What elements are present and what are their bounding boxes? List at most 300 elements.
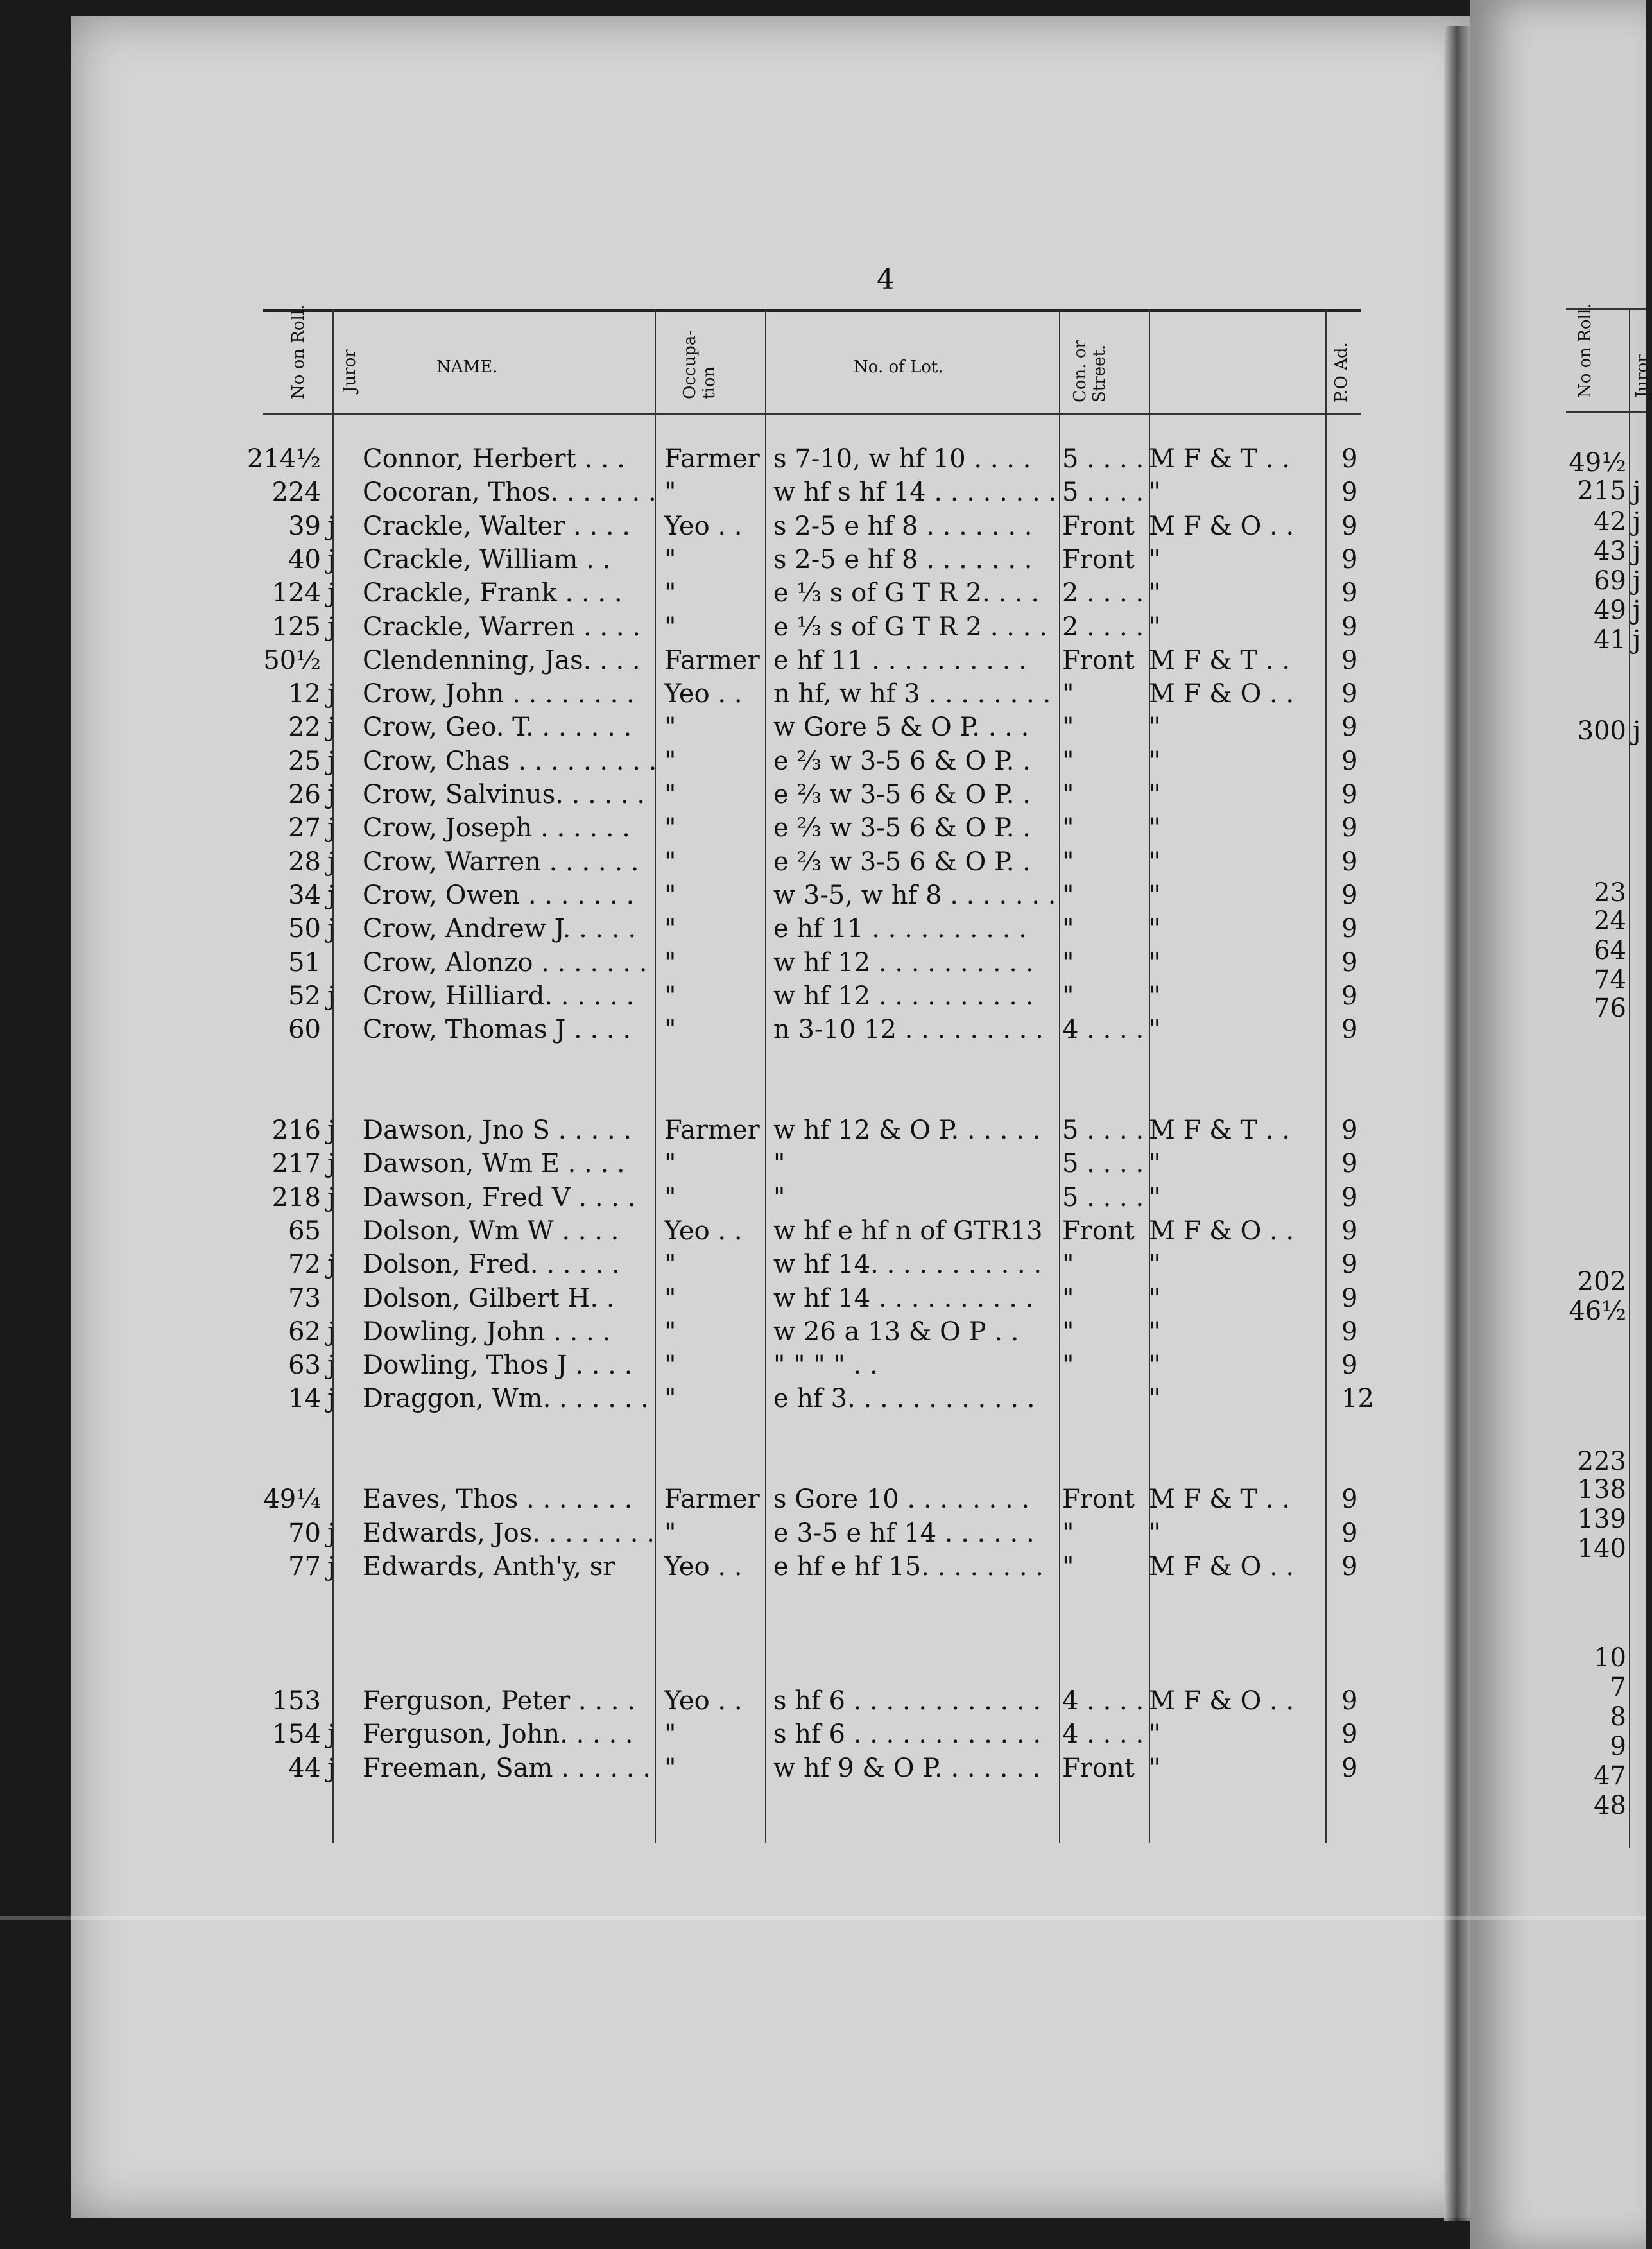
juror-mark: j <box>327 1116 336 1145</box>
post-mark: M F & O . . <box>1149 1686 1295 1716</box>
table-row <box>263 1015 1361 1048</box>
concession: " <box>1062 847 1074 877</box>
roll-number: 12 <box>288 679 321 709</box>
po-address: 9 <box>1341 1216 1358 1246</box>
occupation: Farmer <box>664 1485 760 1515</box>
lot-number: w hf e hf n of GTR13 <box>773 1216 1043 1246</box>
juror-mark: j <box>327 679 336 709</box>
occupation: " <box>664 1250 676 1280</box>
po-address: 9 <box>1341 1485 1358 1515</box>
voter-name: Connor, Herbert . . . <box>363 444 625 474</box>
right-roll-number: 138 <box>1577 1475 1626 1504</box>
table-row <box>263 847 1361 881</box>
lot-number: w 3-5, w hf 8 . . . . . . . <box>773 880 1056 910</box>
post-mark: " <box>1149 544 1161 574</box>
concession: " <box>1062 1350 1074 1381</box>
right-roll-number: 10 <box>1594 1643 1626 1673</box>
lot-number: w hf 9 & O P. . . . . . . <box>773 1753 1041 1783</box>
table-row <box>263 1284 1361 1317</box>
roll-number: 50 <box>288 914 321 944</box>
roll-number: 52 <box>288 981 321 1011</box>
lot-number: e ⅔ w 3-5 6 & O P. . <box>773 746 1031 776</box>
right-roll-number: 24 <box>1594 906 1626 936</box>
occupation: Farmer <box>664 645 760 675</box>
roll-number: 72 <box>288 1250 321 1280</box>
header-lot: No. of Lot. <box>854 358 943 377</box>
po-address: 9 <box>1341 1116 1358 1145</box>
table-row <box>263 780 1361 813</box>
right-juror-mark: j <box>1633 566 1641 596</box>
post-mark: " <box>1149 947 1161 978</box>
table-row <box>263 1686 1361 1719</box>
table-row <box>246 444 1361 478</box>
occupation: " <box>664 914 676 944</box>
occupation: " <box>664 544 676 574</box>
post-mark: M F & T . . <box>1149 645 1290 675</box>
po-address: 9 <box>1341 1250 1358 1280</box>
po-address: 9 <box>1341 1350 1358 1381</box>
concession: " <box>1062 1551 1074 1581</box>
voter-name: Dolson, Gilbert H. . <box>363 1283 615 1313</box>
page-number: 4 <box>877 263 895 296</box>
roll-number: 62 <box>288 1316 321 1347</box>
roll-number: 51 <box>288 947 321 978</box>
occupation: " <box>664 746 676 776</box>
voter-name: Edwards, Jos. . . . . . . . <box>363 1518 655 1548</box>
post-mark: " <box>1149 712 1161 743</box>
juror-mark: j <box>327 1384 336 1414</box>
po-address: 9 <box>1341 1149 1358 1179</box>
voter-name: Crow, Thomas J . . . . <box>363 1015 632 1045</box>
juror-mark: j <box>327 1350 336 1381</box>
table-row <box>263 1149 1361 1182</box>
post-mark: " <box>1149 1316 1161 1347</box>
right-roll-number: 42 <box>1594 507 1626 537</box>
voter-name: Dawson, Wm E . . . . <box>363 1149 625 1179</box>
post-mark: " <box>1149 478 1161 508</box>
juror-mark: j <box>327 1518 336 1548</box>
po-address: 9 <box>1341 478 1358 508</box>
concession: " <box>1062 813 1074 843</box>
lot-number: e 3-5 e hf 14 . . . . . . <box>773 1518 1035 1548</box>
right-juror-mark: j <box>1633 716 1641 746</box>
po-address: 9 <box>1341 1316 1358 1347</box>
concession: " <box>1062 746 1074 776</box>
voter-name: Ferguson, John. . . . . <box>363 1719 633 1750</box>
lot-number: s 2-5 e hf 8 . . . . . . . <box>773 511 1033 541</box>
table-row <box>263 1048 1361 1081</box>
right-roll-number: 215 <box>1577 476 1626 506</box>
table-row <box>263 1216 1361 1250</box>
table-row <box>263 981 1361 1015</box>
concession: " <box>1062 914 1074 944</box>
voter-name: Freeman, Sam . . . . . . <box>363 1753 651 1783</box>
juror-mark: j <box>327 1753 336 1783</box>
roll-number: 26 <box>288 780 321 809</box>
scan-artifact-line <box>0 1916 1646 1920</box>
post-mark: " <box>1149 1149 1161 1179</box>
table-row <box>263 1619 1361 1653</box>
table-row <box>263 881 1361 914</box>
voter-name: Dawson, Fred V . . . . <box>363 1182 636 1212</box>
right-roll-number: 9 <box>1610 1732 1626 1761</box>
right-juror-mark: j <box>1633 537 1641 566</box>
concession: Front <box>1062 511 1135 541</box>
voter-name: Dowling, John . . . . <box>363 1316 611 1347</box>
voter-name: Cocoran, Thos. . . . . . . <box>363 478 657 508</box>
po-address: 12 <box>1341 1384 1374 1414</box>
concession: " <box>1062 1518 1074 1548</box>
table-row <box>263 1519 1361 1552</box>
occupation: Yeo . . <box>664 511 743 541</box>
post-mark: " <box>1149 813 1161 843</box>
voter-name: Dolson, Wm W . . . . <box>363 1216 619 1246</box>
right-juror-mark: j <box>1633 476 1641 506</box>
roll-number: 50½ <box>263 645 321 675</box>
lot-number: w hf 12 & O P. . . . . . <box>773 1116 1041 1145</box>
po-address: 9 <box>1341 1551 1358 1581</box>
occupation: Farmer <box>664 444 760 474</box>
right-roll-number: 69 <box>1594 566 1626 596</box>
occupation: " <box>664 780 676 809</box>
voter-name: Crow, Hilliard. . . . . . <box>363 981 635 1011</box>
concession: " <box>1062 780 1074 809</box>
right-roll-number: 43 <box>1594 537 1626 566</box>
concession: 4 . . . . <box>1062 1686 1144 1716</box>
table-row <box>263 1754 1361 1787</box>
lot-number: e ⅔ w 3-5 6 & O P. . <box>773 847 1031 877</box>
roll-number: 153 <box>271 1686 321 1716</box>
header-name: NAME. <box>436 358 498 377</box>
table-row <box>263 1384 1374 1417</box>
table-row <box>263 1350 1361 1384</box>
voter-name: Crow, Alonzo . . . . . . . <box>363 947 648 978</box>
roll-number: 60 <box>288 1015 321 1045</box>
voter-name: Clendenning, Jas. . . . <box>363 645 641 675</box>
post-mark: " <box>1149 1384 1161 1414</box>
occupation: " <box>664 880 676 910</box>
roll-number: 25 <box>288 746 321 776</box>
table-row <box>263 1250 1361 1283</box>
right-roll-number: 49 <box>1594 596 1626 625</box>
right-roll-number: 140 <box>1577 1534 1626 1564</box>
roll-number: 39 <box>288 511 321 541</box>
right-roll-number: 76 <box>1594 994 1626 1023</box>
voter-name: Crow, Warren . . . . . . <box>363 847 639 877</box>
po-address: 9 <box>1341 914 1358 944</box>
roll-number: 27 <box>288 813 321 843</box>
concession: 2 . . . . <box>1062 612 1144 642</box>
table-row <box>263 1418 1361 1451</box>
occupation: " <box>664 813 676 843</box>
lot-number: w hf s hf 14 . . . . . . . . <box>773 478 1057 508</box>
post-mark: " <box>1149 1283 1161 1313</box>
roll-number: 214½ <box>246 444 321 474</box>
voter-name: Crow, Andrew J. . . . . <box>363 914 637 944</box>
po-address: 9 <box>1341 947 1358 978</box>
lot-number: w hf 12 . . . . . . . . . . <box>773 981 1034 1011</box>
lot-number: w hf 14. . . . . . . . . . . <box>773 1250 1042 1280</box>
po-address: 9 <box>1341 1686 1358 1716</box>
table-row <box>263 578 1361 612</box>
occupation: " <box>664 1316 676 1347</box>
roll-number: 224 <box>271 478 321 508</box>
po-address: 9 <box>1341 1283 1358 1313</box>
juror-mark: j <box>327 1250 336 1280</box>
table-row <box>263 679 1361 712</box>
roll-number: 63 <box>288 1350 321 1381</box>
lot-number: s Gore 10 . . . . . . . . <box>773 1485 1030 1515</box>
post-mark: " <box>1149 612 1161 642</box>
post-mark: " <box>1149 1753 1161 1783</box>
lot-number: w hf 14 . . . . . . . . . . <box>773 1283 1034 1313</box>
table-row <box>263 948 1361 981</box>
roll-number: 70 <box>288 1518 321 1548</box>
concession: 4 . . . . <box>1062 1719 1144 1750</box>
occupation: " <box>664 712 676 743</box>
right-roll-number: 47 <box>1594 1761 1626 1791</box>
concession: " <box>1062 947 1074 978</box>
table-row <box>263 1317 1361 1350</box>
roll-number: 216 <box>271 1116 321 1145</box>
header-po: P.O Ad. <box>1332 342 1351 402</box>
post-mark: " <box>1149 1719 1161 1750</box>
table-row <box>263 914 1361 947</box>
po-address: 9 <box>1341 1015 1358 1045</box>
lot-number: w hf 12 . . . . . . . . . . <box>773 947 1034 978</box>
lot-number: s 2-5 e hf 8 . . . . . . . <box>773 544 1033 574</box>
table-row <box>263 1116 1361 1149</box>
juror-mark: j <box>327 780 336 809</box>
post-mark: " <box>1149 1350 1161 1381</box>
occupation: " <box>664 1753 676 1783</box>
occupation: " <box>664 612 676 642</box>
roll-number: 40 <box>288 544 321 574</box>
right-roll-number: 64 <box>1594 936 1626 965</box>
juror-mark: j <box>327 1149 336 1179</box>
table-row <box>263 478 1361 511</box>
lot-number: s hf 6 . . . . . . . . . . . . <box>773 1686 1042 1716</box>
roll-number: 44 <box>288 1753 321 1783</box>
post-mark: " <box>1149 914 1161 944</box>
post-mark: " <box>1149 981 1161 1011</box>
table-row <box>263 813 1361 847</box>
occupation: " <box>664 1350 676 1381</box>
table-row <box>263 1485 1361 1518</box>
occupation: Yeo . . <box>664 679 743 709</box>
lot-number: n 3-10 12 . . . . . . . . . <box>773 1015 1044 1045</box>
juror-mark: j <box>327 511 336 541</box>
concession: Front <box>1062 1753 1135 1783</box>
juror-mark: j <box>327 981 336 1011</box>
table-row <box>263 646 1361 679</box>
right-roll-number: 202 <box>1577 1267 1626 1297</box>
concession: " <box>1062 1250 1074 1280</box>
juror-mark: j <box>327 544 336 574</box>
po-address: 9 <box>1341 1753 1358 1783</box>
post-mark: M F & O . . <box>1149 679 1295 709</box>
voter-name: Ferguson, Peter . . . . <box>363 1686 635 1716</box>
post-mark: M F & O . . <box>1149 511 1295 541</box>
voter-name: Crackle, Walter . . . . <box>363 511 630 541</box>
roll-number: 34 <box>288 880 321 910</box>
concession: 5 . . . . <box>1062 1149 1144 1179</box>
header-juror: Juror <box>340 349 359 393</box>
concession: Front <box>1062 1485 1135 1515</box>
concession: 5 . . . . <box>1062 444 1144 474</box>
lot-number: w 26 a 13 & O P . . <box>773 1316 1019 1347</box>
occupation: Yeo . . <box>664 1686 743 1716</box>
right-roll-number: 300 <box>1577 716 1626 746</box>
concession: 2 . . . . <box>1062 578 1144 608</box>
voter-name: Crow, Joseph . . . . . . <box>363 813 630 843</box>
juror-mark: j <box>327 1719 336 1750</box>
concession: 5 . . . . <box>1062 478 1144 508</box>
lot-number: e hf 11 . . . . . . . . . . <box>773 914 1027 944</box>
table-row <box>263 1719 1361 1753</box>
po-address: 9 <box>1341 578 1358 608</box>
concession: " <box>1062 1283 1074 1313</box>
post-mark: M F & T . . <box>1149 444 1290 474</box>
lot-number: " " " " . . <box>773 1350 878 1381</box>
lot-number: e ⅓ s of G T R 2 . . . . <box>773 612 1047 642</box>
concession: Front <box>1062 544 1135 574</box>
concession: 5 . . . . <box>1062 1116 1144 1145</box>
juror-mark: j <box>327 1182 336 1212</box>
voter-name: Crow, Chas . . . . . . . . . <box>363 746 657 776</box>
po-address: 9 <box>1341 847 1358 877</box>
right-juror-mark: j <box>1633 625 1641 655</box>
po-address: 9 <box>1341 1182 1358 1212</box>
juror-mark: j <box>327 914 336 944</box>
right-roll-number: 49½ <box>1569 448 1626 478</box>
concession: " <box>1062 679 1074 709</box>
roll-number: 49¼ <box>263 1485 321 1515</box>
header-con-street: Con. or Street. <box>1071 340 1109 402</box>
right-roll-number: 23 <box>1594 878 1626 908</box>
occupation: Yeo . . <box>664 1551 743 1581</box>
occupation: Yeo . . <box>664 1216 743 1246</box>
voter-name: Draggon, Wm. . . . . . . <box>363 1384 649 1414</box>
occupation: " <box>664 1182 676 1212</box>
po-address: 9 <box>1341 712 1358 743</box>
table-row <box>263 1552 1361 1585</box>
juror-mark: j <box>327 712 336 743</box>
concession: " <box>1062 981 1074 1011</box>
occupation: " <box>664 578 676 608</box>
voter-name: Crow, Geo. T. . . . . . . <box>363 712 632 743</box>
concession: " <box>1062 880 1074 910</box>
header-roll: No on Roll. <box>289 304 308 399</box>
right-roll-number: 46½ <box>1569 1297 1626 1326</box>
roll-number: 28 <box>288 847 321 877</box>
table-row <box>263 746 1361 780</box>
roll-number: 65 <box>288 1216 321 1246</box>
table-row <box>263 545 1361 578</box>
header-rule <box>263 413 1361 415</box>
roll-number: 124 <box>271 578 321 608</box>
occupation: " <box>664 1015 676 1045</box>
po-address: 9 <box>1341 679 1358 709</box>
post-mark: M F & T . . <box>1149 1116 1290 1145</box>
po-address: 9 <box>1341 511 1358 541</box>
post-mark: M F & T . . <box>1149 1485 1290 1515</box>
post-mark: M F & O . . <box>1149 1551 1295 1581</box>
voter-name: Crow, Owen . . . . . . . <box>363 880 635 910</box>
occupation: " <box>664 847 676 877</box>
juror-mark: j <box>327 1316 336 1347</box>
lot-number: e ⅔ w 3-5 6 & O P. . <box>773 780 1031 809</box>
po-address: 9 <box>1341 612 1358 642</box>
facing-page <box>1470 0 1646 2249</box>
right-roll-number: 8 <box>1610 1702 1626 1732</box>
post-mark: M F & O . . <box>1149 1216 1295 1246</box>
lot-number: e hf 11 . . . . . . . . . . <box>773 645 1027 675</box>
voter-name: Crow, John . . . . . . . . <box>363 679 635 709</box>
right-roll-number: 48 <box>1594 1791 1626 1820</box>
po-address: 9 <box>1341 544 1358 574</box>
voter-name: Crow, Salvinus. . . . . . <box>363 780 646 809</box>
voter-name: Dolson, Fred. . . . . . <box>363 1250 620 1280</box>
table-row <box>263 512 1361 545</box>
right-roll-number: 7 <box>1610 1673 1626 1702</box>
po-address: 9 <box>1341 813 1358 843</box>
voter-name: Crackle, Warren . . . . <box>363 612 641 642</box>
po-address: 9 <box>1341 880 1358 910</box>
post-mark: " <box>1149 847 1161 877</box>
lot-number: " <box>773 1149 786 1179</box>
table-top-rule <box>263 309 1361 312</box>
po-address: 9 <box>1341 780 1358 809</box>
roll-number: 218 <box>271 1182 321 1212</box>
po-address: 9 <box>1341 981 1358 1011</box>
concession: Front <box>1062 645 1135 675</box>
occupation: " <box>664 1149 676 1179</box>
lot-number: s hf 6 . . . . . . . . . . . . <box>773 1719 1042 1750</box>
post-mark: " <box>1149 746 1161 776</box>
post-mark: " <box>1149 1250 1161 1280</box>
po-address: 9 <box>1341 444 1358 474</box>
right-roll-number: 74 <box>1594 965 1626 995</box>
roll-number: 154 <box>271 1719 321 1750</box>
occupation: " <box>664 1719 676 1750</box>
juror-mark: j <box>327 746 336 776</box>
roll-number: 217 <box>271 1149 321 1179</box>
occupation: " <box>664 1283 676 1313</box>
concession: 4 . . . . <box>1062 1015 1144 1045</box>
post-mark: " <box>1149 1182 1161 1212</box>
voter-name: Edwards, Anth'y, sr <box>363 1551 615 1581</box>
lot-number: " <box>773 1182 786 1212</box>
lot-number: e ⅔ w 3-5 6 & O P. . <box>773 813 1031 843</box>
concession: 5 . . . . <box>1062 1182 1144 1212</box>
juror-mark: j <box>327 578 336 608</box>
voter-name: Crackle, Frank . . . . <box>363 578 623 608</box>
roll-number: 77 <box>288 1551 321 1581</box>
occupation: " <box>664 1384 676 1414</box>
right-column-divider <box>1629 308 1630 1848</box>
juror-mark: j <box>327 847 336 877</box>
juror-mark: j <box>327 1551 336 1581</box>
occupation: " <box>664 478 676 508</box>
lot-number: w Gore 5 & O P. . . . <box>773 712 1029 743</box>
po-address: 9 <box>1341 1719 1358 1750</box>
po-address: 9 <box>1341 1518 1358 1548</box>
table-row <box>263 1082 1361 1116</box>
lot-number: n hf, w hf 3 . . . . . . . . <box>773 679 1051 709</box>
right-juror-mark: j <box>1633 596 1641 625</box>
post-mark: " <box>1149 780 1161 809</box>
